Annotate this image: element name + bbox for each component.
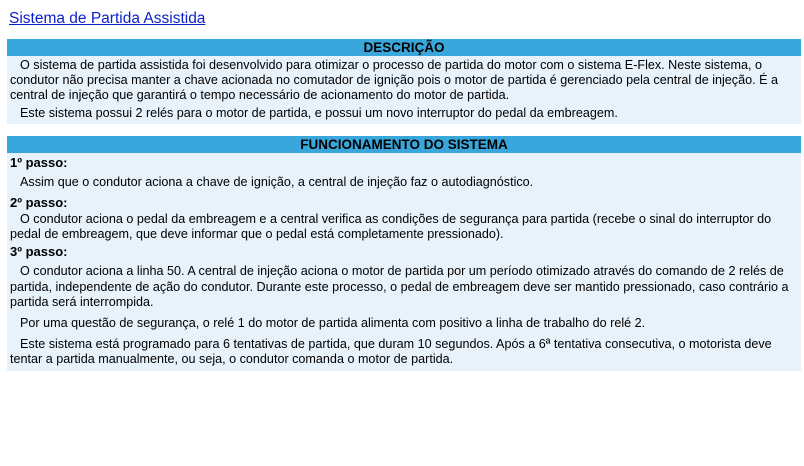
descricao-paragraph-2: Este sistema possui 2 relés para o motor de partida, e possui um novo interruptor do pedal da embreagem. (20, 105, 618, 120)
section-funcionamento (7, 136, 801, 371)
section-descricao (7, 39, 801, 124)
note-1: Por uma questão de segurança, o relé 1 do motor de partida alimenta com positivo a linha de trabalho do relé 2. (20, 316, 646, 331)
page (7, 6, 801, 371)
section-header-funcionamento: FUNCIONAMENTO DO SISTEMA (7, 136, 801, 153)
step-2-label: 2º passo: (10, 195, 68, 211)
page-title-link[interactable]: Sistema de Partida Assistida (9, 10, 206, 27)
note-2: Este sistema está programado para 6 tentativas de partida, que duram 10 segundos. Após a 6ª tentativa consecutiva, o motorista deve tentar a partida manualmente, ou seja, o condutor comanda o motor de partida. (10, 337, 772, 367)
section-header-descricao: DESCRIÇÃO (7, 39, 801, 56)
step-1-label: 1º passo: (10, 154, 68, 170)
step-3-text: O condutor aciona a linha 50. A central de injeção aciona o motor de partida por um período otimizado através do comando de 2 relés de partida, independente de ação do condutor. Durante este processo, o pedal de embreagem deve ser mantido pressionado, caso contrário a partida será interrompida. (10, 264, 789, 309)
descricao-paragraph-1: O sistema de partida assistida foi desenvolvido para otimizar o processo de partida do motor com o sistema E-Flex. Neste sistema, o condutor não precisa manter a chave acionada no comutador de ignição pois o motor de partida é gerenciado pela central de injeção. É a central de injeção que garantirá o tempo necessário de acionamento do motor de partida. (10, 58, 779, 103)
step-2-text: O condutor aciona o pedal da embreagem e a central verifica as condições de segurança para partida (recebe o sinal do interruptor do pedal de embreagem, que deve informar que o pedal está completamente pressionado). (10, 212, 772, 242)
step-3-label: 3º passo: (10, 244, 68, 260)
step-1-text: Assim que o condutor aciona a chave de ignição, a central de injeção faz o autodiagnóstico. (20, 174, 534, 189)
